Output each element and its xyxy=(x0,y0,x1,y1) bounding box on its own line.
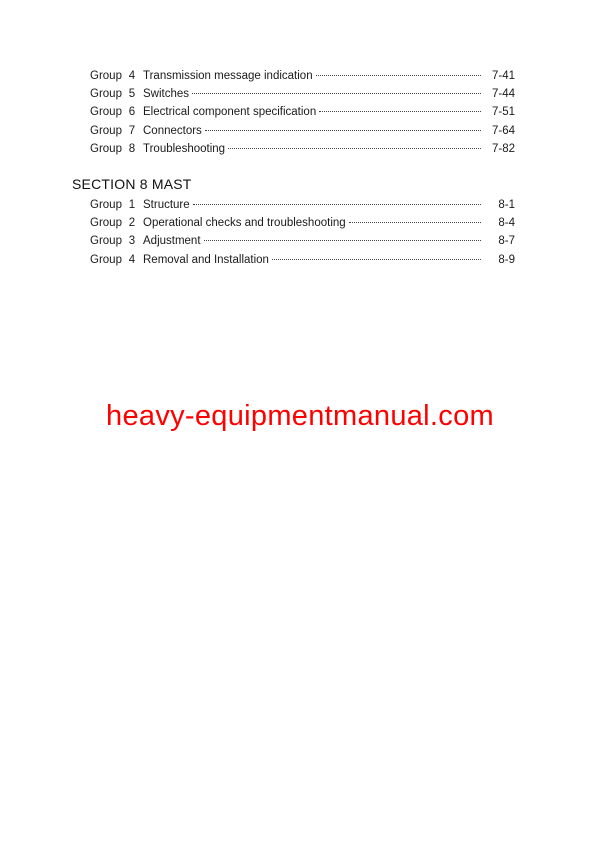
page-number: 7-64 xyxy=(491,124,515,137)
dot-leader xyxy=(349,222,481,223)
group-number: 5 xyxy=(128,88,136,101)
group-label: Group xyxy=(90,124,122,137)
page-number: 7-41 xyxy=(491,70,515,82)
dot-leader xyxy=(204,240,481,241)
dot-leader xyxy=(205,130,481,131)
group-label: Group xyxy=(90,88,122,101)
group-number: 1 xyxy=(128,199,136,211)
group-title: Troubleshooting xyxy=(143,142,226,155)
dot-leader xyxy=(228,148,481,149)
toc-entry[interactable] xyxy=(90,232,515,250)
group-number: 7 xyxy=(128,124,136,137)
section-heading[interactable] xyxy=(72,176,192,192)
group-label: Group xyxy=(90,70,122,82)
group-title: Transmission message indication xyxy=(143,70,313,82)
dot-leader xyxy=(316,75,481,76)
group-label: Group xyxy=(90,235,122,248)
page-number: 7-51 xyxy=(491,106,515,119)
group-number: 4 xyxy=(128,70,136,82)
dot-leader xyxy=(319,111,481,112)
toc-entry[interactable] xyxy=(90,196,515,214)
group-title: Adjustment xyxy=(143,235,201,248)
page-number: 8-1 xyxy=(498,199,515,211)
group-title: Switches xyxy=(143,88,190,101)
dot-leader xyxy=(272,259,481,260)
group-label: Group xyxy=(90,106,122,119)
group-label: Group xyxy=(90,253,122,266)
group-title: Removal and Installation xyxy=(143,253,269,266)
page-number: 7-44 xyxy=(491,88,515,101)
toc-entry[interactable] xyxy=(90,214,515,232)
toc-section8 xyxy=(90,196,515,269)
page-number: 7-82 xyxy=(491,142,515,155)
group-title: Operational checks and troubleshooting xyxy=(143,217,346,230)
toc-entry[interactable] xyxy=(90,85,515,103)
group-label: Group xyxy=(90,217,122,230)
section-label: SECTION xyxy=(72,176,136,192)
section-title: MAST xyxy=(151,176,192,192)
group-number: 8 xyxy=(128,142,136,155)
watermark-text: heavy-equipmentmanual.com xyxy=(106,400,494,432)
group-title: Structure xyxy=(143,199,190,211)
toc-section7-continued xyxy=(90,67,515,158)
toc-entry[interactable] xyxy=(90,251,515,269)
dot-leader xyxy=(192,93,481,94)
page-number: 8-4 xyxy=(498,217,515,230)
group-title: Electrical component specification xyxy=(143,106,317,119)
page-number: 8-9 xyxy=(498,253,515,266)
group-number: 6 xyxy=(128,106,136,119)
group-title: Connectors xyxy=(143,124,202,137)
group-label: Group xyxy=(90,199,122,211)
dot-leader xyxy=(193,204,481,205)
group-number: 3 xyxy=(128,235,136,248)
page-number: 8-7 xyxy=(498,235,515,248)
group-number: 2 xyxy=(128,217,136,230)
group-label: Group xyxy=(90,142,122,155)
toc-entry[interactable] xyxy=(90,122,515,140)
section-number: 8 xyxy=(139,176,148,192)
toc-entry[interactable] xyxy=(90,67,515,85)
toc-entry[interactable] xyxy=(90,103,515,121)
toc-entry[interactable] xyxy=(90,140,515,158)
group-number: 4 xyxy=(128,253,136,266)
